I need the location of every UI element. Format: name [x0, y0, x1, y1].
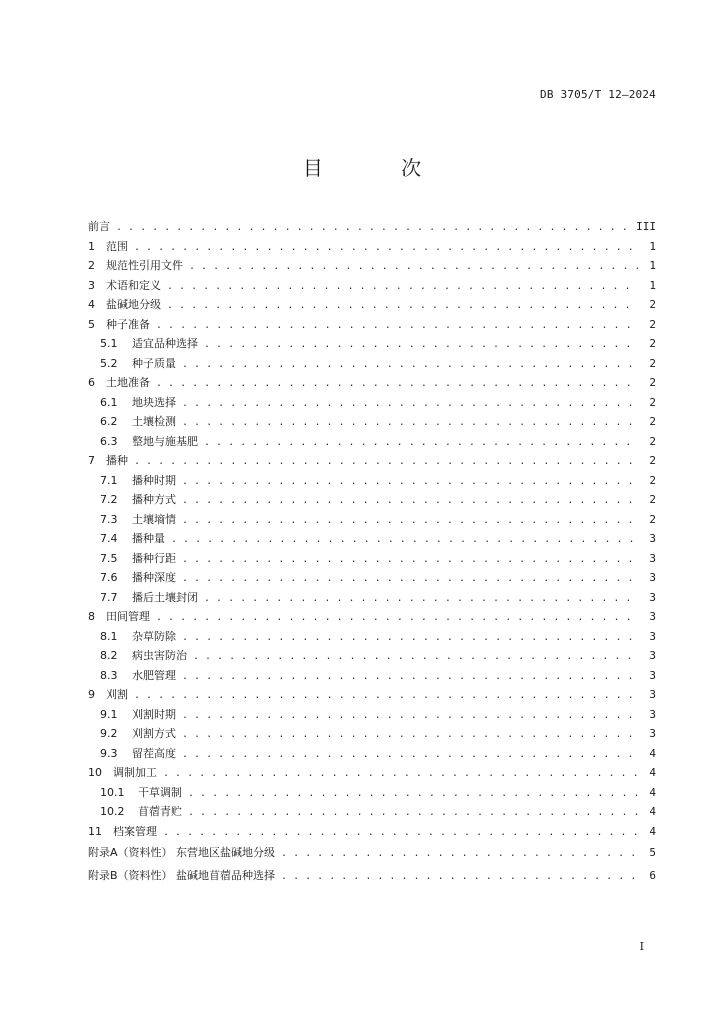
toc-entry-number: 6: [88, 376, 95, 389]
toc-entry-7-1[interactable]: [88, 471, 656, 491]
toc-entry-label: 适宜品种选择: [132, 337, 198, 350]
toc-entry-10[interactable]: [88, 763, 656, 783]
toc-entry-page: 3: [649, 707, 656, 721]
toc-entry-number: 7.7: [100, 590, 118, 604]
toc-entry-number: 7.6: [100, 571, 118, 584]
toc-entry-page: 3: [649, 532, 656, 545]
toc-leader-dots: [193, 647, 638, 667]
toc-entry-label: 播种方式: [132, 493, 176, 506]
toc-entry-appendix-b[interactable]: [88, 864, 656, 887]
toc-entry-label: 档案管理: [113, 824, 157, 838]
toc-leader-dots: [182, 472, 638, 492]
toc-leader-dots: [163, 764, 638, 784]
toc-leader-dots: [281, 842, 638, 865]
toc-entry-label: 种子准备: [106, 317, 150, 331]
toc-entry-label: 播种深度: [132, 571, 176, 584]
toc-entry-label: 田间管理: [106, 610, 150, 623]
toc-entry-page: 2: [649, 376, 656, 389]
toc-entry-number: 8: [88, 610, 95, 623]
page-number: I: [639, 940, 644, 953]
toc-leader-dots: [182, 745, 638, 765]
page-title: 目 次: [302, 156, 458, 180]
toc-entry-label: 病虫害防治: [132, 649, 187, 662]
toc-entry-page: 1: [649, 259, 656, 272]
toc-entry-7-5[interactable]: [88, 549, 656, 569]
toc-entry-label: 盐碱地分级: [106, 298, 161, 311]
toc-entry-8-2[interactable]: [88, 646, 656, 666]
toc-leader-dots: [182, 569, 638, 589]
toc-entry-number: 5: [88, 317, 95, 331]
toc-entry-6-3[interactable]: [88, 432, 656, 452]
toc-entry-7-3[interactable]: [88, 510, 656, 530]
toc-leader-dots: [204, 589, 638, 609]
toc-entry-page: 2: [649, 415, 656, 428]
toc-entry-number: 1: [88, 239, 95, 253]
toc-entry-page: 5: [649, 846, 656, 859]
toc-entry-8-3[interactable]: [88, 666, 656, 686]
toc-entry-number: 10.2: [100, 805, 125, 818]
toc-entry-number: 2: [88, 259, 95, 272]
toc-entry-10-2[interactable]: [88, 802, 656, 822]
toc-leader-dots: [167, 277, 638, 297]
toc-entry-label: 术语和定义: [106, 278, 161, 292]
toc-entry-label: 范围: [106, 239, 128, 253]
toc-entry-9-3[interactable]: [88, 744, 656, 764]
toc-entry-label: 播种时期: [132, 473, 176, 487]
toc-leader-dots: [204, 335, 638, 355]
toc-entry-3[interactable]: [88, 276, 656, 296]
toc-entry-page: 4: [649, 746, 656, 760]
toc-leader-dots: [171, 530, 638, 550]
toc-leader-dots: [156, 374, 638, 394]
toc-entry-label: 土壤检测: [132, 415, 176, 428]
toc-entry-page: 4: [649, 766, 656, 779]
toc-entry-label: 调制加工: [113, 766, 157, 779]
toc-entry-page: 4: [649, 824, 656, 838]
standard-code: DB 3705/T 12—2024: [540, 88, 656, 101]
toc-entry-label: 附录B（资料性） 盐碱地苜蓿品种选择: [88, 869, 276, 882]
table-of-contents: [88, 217, 656, 887]
toc-entry-number: 11: [88, 824, 102, 838]
toc-entry-page: 1: [649, 278, 656, 292]
toc-entry-number: 8.1: [100, 629, 118, 643]
toc-entry-number: 7: [88, 454, 95, 467]
toc-entry-6-1[interactable]: [88, 393, 656, 413]
toc-entry-label: 刈割时期: [132, 707, 176, 721]
toc-entry-page: 2: [649, 454, 656, 467]
toc-entry-number: 7.5: [100, 551, 118, 565]
toc-entry-8[interactable]: [88, 607, 656, 627]
toc-entry-label: 播种行距: [132, 551, 176, 565]
toc-entry-number: 7.2: [100, 493, 118, 506]
toc-entry-number: 9.1: [100, 707, 118, 721]
toc-leader-dots: [182, 355, 638, 375]
toc-entry-7-7[interactable]: [88, 588, 656, 608]
toc-entry-page: 2: [649, 434, 656, 448]
toc-leader-dots: [188, 803, 638, 823]
toc-leader-dots: [182, 394, 638, 414]
toc-entry-number: 5.2: [100, 356, 118, 370]
toc-entry-label: 刈割: [106, 688, 128, 701]
toc-leader-dots: [182, 511, 638, 531]
toc-entry-6-2[interactable]: [88, 412, 656, 432]
toc-entry-2[interactable]: [88, 256, 656, 276]
toc-entry-5-1[interactable]: [88, 334, 656, 354]
toc-leader-dots: [134, 238, 638, 258]
toc-entry-9-1[interactable]: [88, 705, 656, 725]
toc-entry-8-1[interactable]: [88, 627, 656, 647]
toc-entry-page: 4: [649, 805, 656, 818]
toc-entry-7-2[interactable]: [88, 490, 656, 510]
toc-entry-label: 播后土壤封闭: [132, 590, 198, 604]
toc-leader-dots: [156, 316, 638, 336]
toc-entry-number: 10.1: [100, 785, 125, 799]
toc-leader-dots: [163, 823, 638, 843]
toc-entry-5-2[interactable]: [88, 354, 656, 374]
toc-leader-dots: [281, 865, 638, 888]
toc-entry-number: 3: [88, 278, 95, 292]
toc-entry-page: 3: [649, 629, 656, 643]
toc-entry-label: 杂草防除: [132, 629, 176, 643]
toc-entry-page: 3: [649, 571, 656, 584]
toc-entry-label: 规范性引用文件: [106, 259, 183, 272]
toc-entry-page: 2: [649, 356, 656, 370]
toc-entry-number: 6.3: [100, 434, 118, 448]
toc-entry-number: 9.3: [100, 746, 118, 760]
toc-entry-number: 8.2: [100, 649, 118, 662]
toc-leader-dots: [204, 433, 638, 453]
toc-entry-label: 前言: [88, 220, 110, 233]
toc-leader-dots: [182, 550, 638, 570]
toc-entry-label: 附录A（资料性） 东营地区盐碱地分级: [88, 846, 276, 859]
toc-entry-label: 整地与施基肥: [132, 434, 198, 448]
toc-entry-label: 地块选择: [132, 395, 176, 409]
toc-entry-6[interactable]: [88, 373, 656, 393]
toc-entry-page: 2: [649, 512, 656, 526]
toc-entry-page: 3: [649, 551, 656, 565]
toc-entry-7-4[interactable]: [88, 529, 656, 549]
toc-entry-page: 2: [649, 317, 656, 331]
toc-entry-number: 10: [88, 766, 102, 779]
toc-entry-label: 水肥管理: [132, 668, 176, 682]
toc-entry-page: 1: [649, 239, 656, 253]
toc-entry-page: 3: [649, 727, 656, 740]
toc-leader-dots: [188, 784, 638, 804]
toc-entry-label: 刈割方式: [132, 727, 176, 740]
toc-entry-label: 土壤墒情: [132, 512, 176, 526]
toc-entry-foreword[interactable]: [88, 217, 656, 237]
toc-leader-dots: [182, 491, 638, 511]
toc-entry-appendix-a[interactable]: [88, 841, 656, 864]
toc-entry-label: 播种量: [132, 532, 165, 545]
toc-entry-page: 3: [649, 610, 656, 623]
toc-leader-dots: [182, 628, 638, 648]
toc-entry-4[interactable]: [88, 295, 656, 315]
toc-entry-number: 8.3: [100, 668, 118, 682]
toc-leader-dots: [182, 667, 638, 687]
toc-entry-page: 3: [649, 590, 656, 604]
toc-entry-label: 留茬高度: [132, 746, 176, 760]
toc-entry-number: 7.1: [100, 473, 118, 487]
toc-entry-page: 2: [649, 337, 656, 350]
toc-leader-dots: [182, 706, 638, 726]
toc-entry-11[interactable]: [88, 822, 656, 842]
toc-entry-9-2[interactable]: [88, 724, 656, 744]
toc-entry-label: 种子质量: [132, 356, 176, 370]
toc-entry-number: 6.2: [100, 415, 118, 428]
toc-entry-label: 苜蓿青贮: [138, 805, 182, 818]
toc-entry-number: 9: [88, 688, 95, 701]
toc-entry-number: 7.4: [100, 532, 118, 545]
toc-leader-dots: [182, 725, 638, 745]
toc-entry-page: 2: [649, 473, 656, 487]
toc-entry-number: 5.1: [100, 337, 118, 350]
toc-entry-number: 9.2: [100, 727, 118, 740]
toc-entry-1[interactable]: [88, 237, 656, 257]
toc-leader-dots: [167, 296, 638, 316]
toc-leader-dots: [189, 257, 638, 277]
toc-leader-dots: [156, 608, 638, 628]
toc-leader-dots: [116, 218, 632, 238]
toc-entry-page: III: [636, 220, 656, 233]
toc-entry-label: 干草调制: [138, 785, 182, 799]
toc-entry-page: 4: [649, 785, 656, 799]
toc-entry-number: 7.3: [100, 512, 118, 526]
toc-entry-page: 3: [649, 668, 656, 682]
toc-entry-label: 播种: [106, 454, 128, 467]
toc-entry-7[interactable]: [88, 451, 656, 471]
toc-entry-5[interactable]: [88, 315, 656, 335]
toc-entry-page: 3: [649, 688, 656, 701]
toc-entry-number: 4: [88, 298, 95, 311]
toc-leader-dots: [134, 686, 638, 706]
toc-leader-dots: [134, 452, 638, 472]
toc-entry-page: 3: [649, 649, 656, 662]
toc-entry-7-6[interactable]: [88, 568, 656, 588]
toc-entry-page: 2: [649, 493, 656, 506]
toc-entry-10-1[interactable]: [88, 783, 656, 803]
toc-entry-number: 6.1: [100, 395, 118, 409]
toc-entry-9[interactable]: [88, 685, 656, 705]
toc-leader-dots: [182, 413, 638, 433]
toc-entry-page: 2: [649, 395, 656, 409]
toc-entry-page: 2: [649, 298, 656, 311]
toc-entry-label: 土地准备: [106, 376, 150, 389]
toc-entry-page: 6: [649, 869, 656, 882]
